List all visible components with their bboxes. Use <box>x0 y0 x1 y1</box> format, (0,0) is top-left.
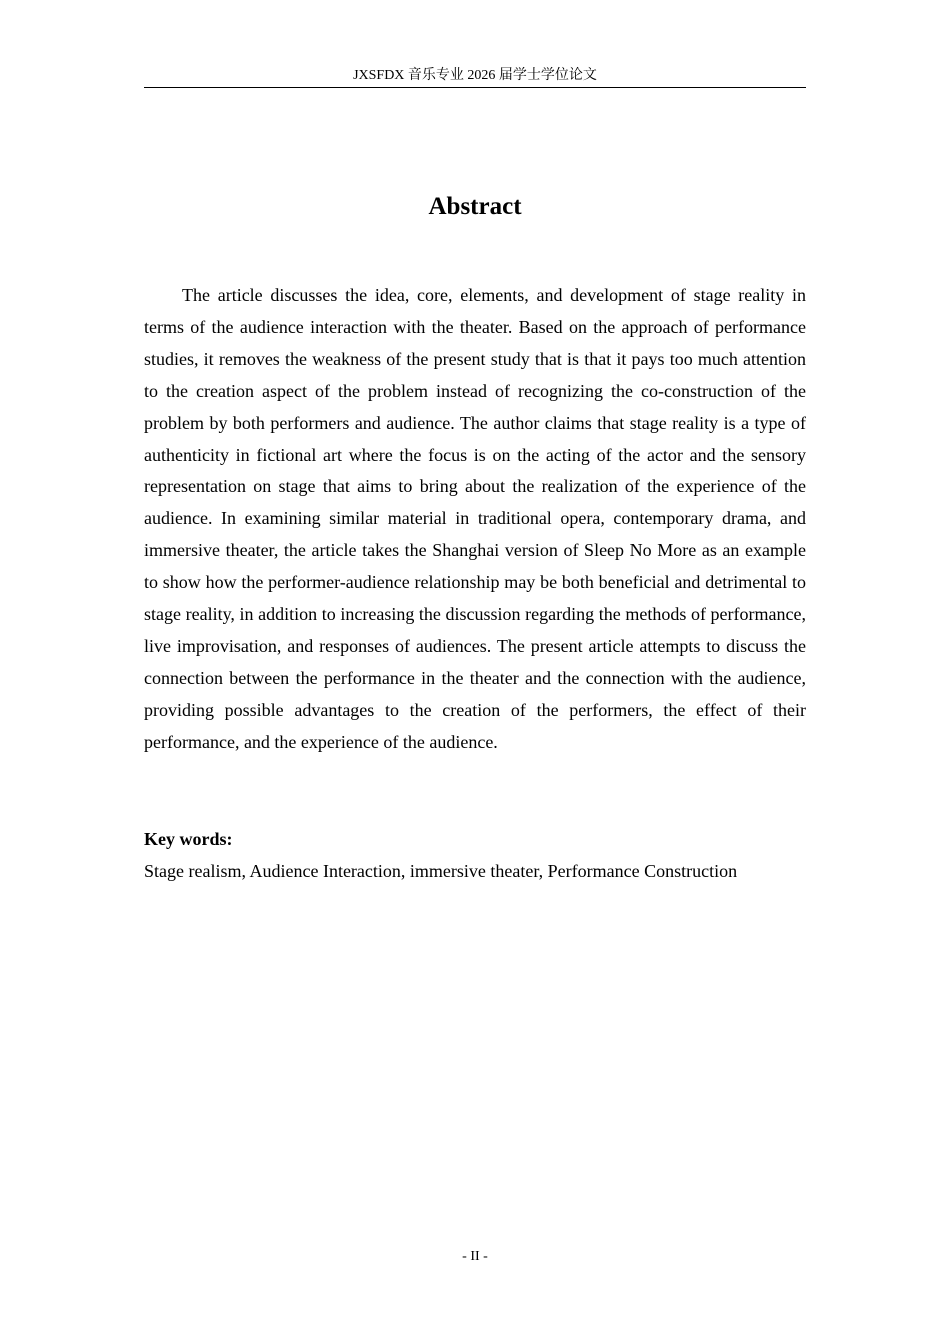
abstract-body: The article discusses the idea, core, elements, and development of stage reality in terms of the audience interaction with the theater. Based on the approach of performance studies, it removes the weakness of the present study that is that it pays too much attention to the creation aspect of the problem instead of recognizing the co-construction of the problem by both performers and audience. The author claims that stage reality is a type of authenticity in fictional art where the focus is on the acting of the actor and the sensory representation on stage that aims to bring about the realization of the experience of the audience. In examining similar material in traditional opera, contemporary drama, and immersive theater, the article takes the Shanghai version of Sleep No More as an example to show how the performer-audience relationship may be both beneficial and detrimental to stage reality, in addition to increasing the discussion regarding the methods of performance, live improvisation, and responses of audiences. The present article attempts to discuss the connection between the performance in the theater and the connection with the audience, providing possible advantages to the creation of the performers, the effect of their performance, and the experience of the audience. <box>144 285 806 752</box>
keywords-heading: Key words: <box>144 829 233 849</box>
abstract-title: Abstract <box>428 193 522 220</box>
running-header: JXSFDX 音乐专业 2026 届学士学位论文 <box>353 68 597 83</box>
page-number: - II - <box>462 1249 488 1264</box>
header-divider <box>144 87 806 88</box>
keywords-list: Stage realism, Audience Interaction, immersive theater, Performance Construction <box>144 861 738 881</box>
